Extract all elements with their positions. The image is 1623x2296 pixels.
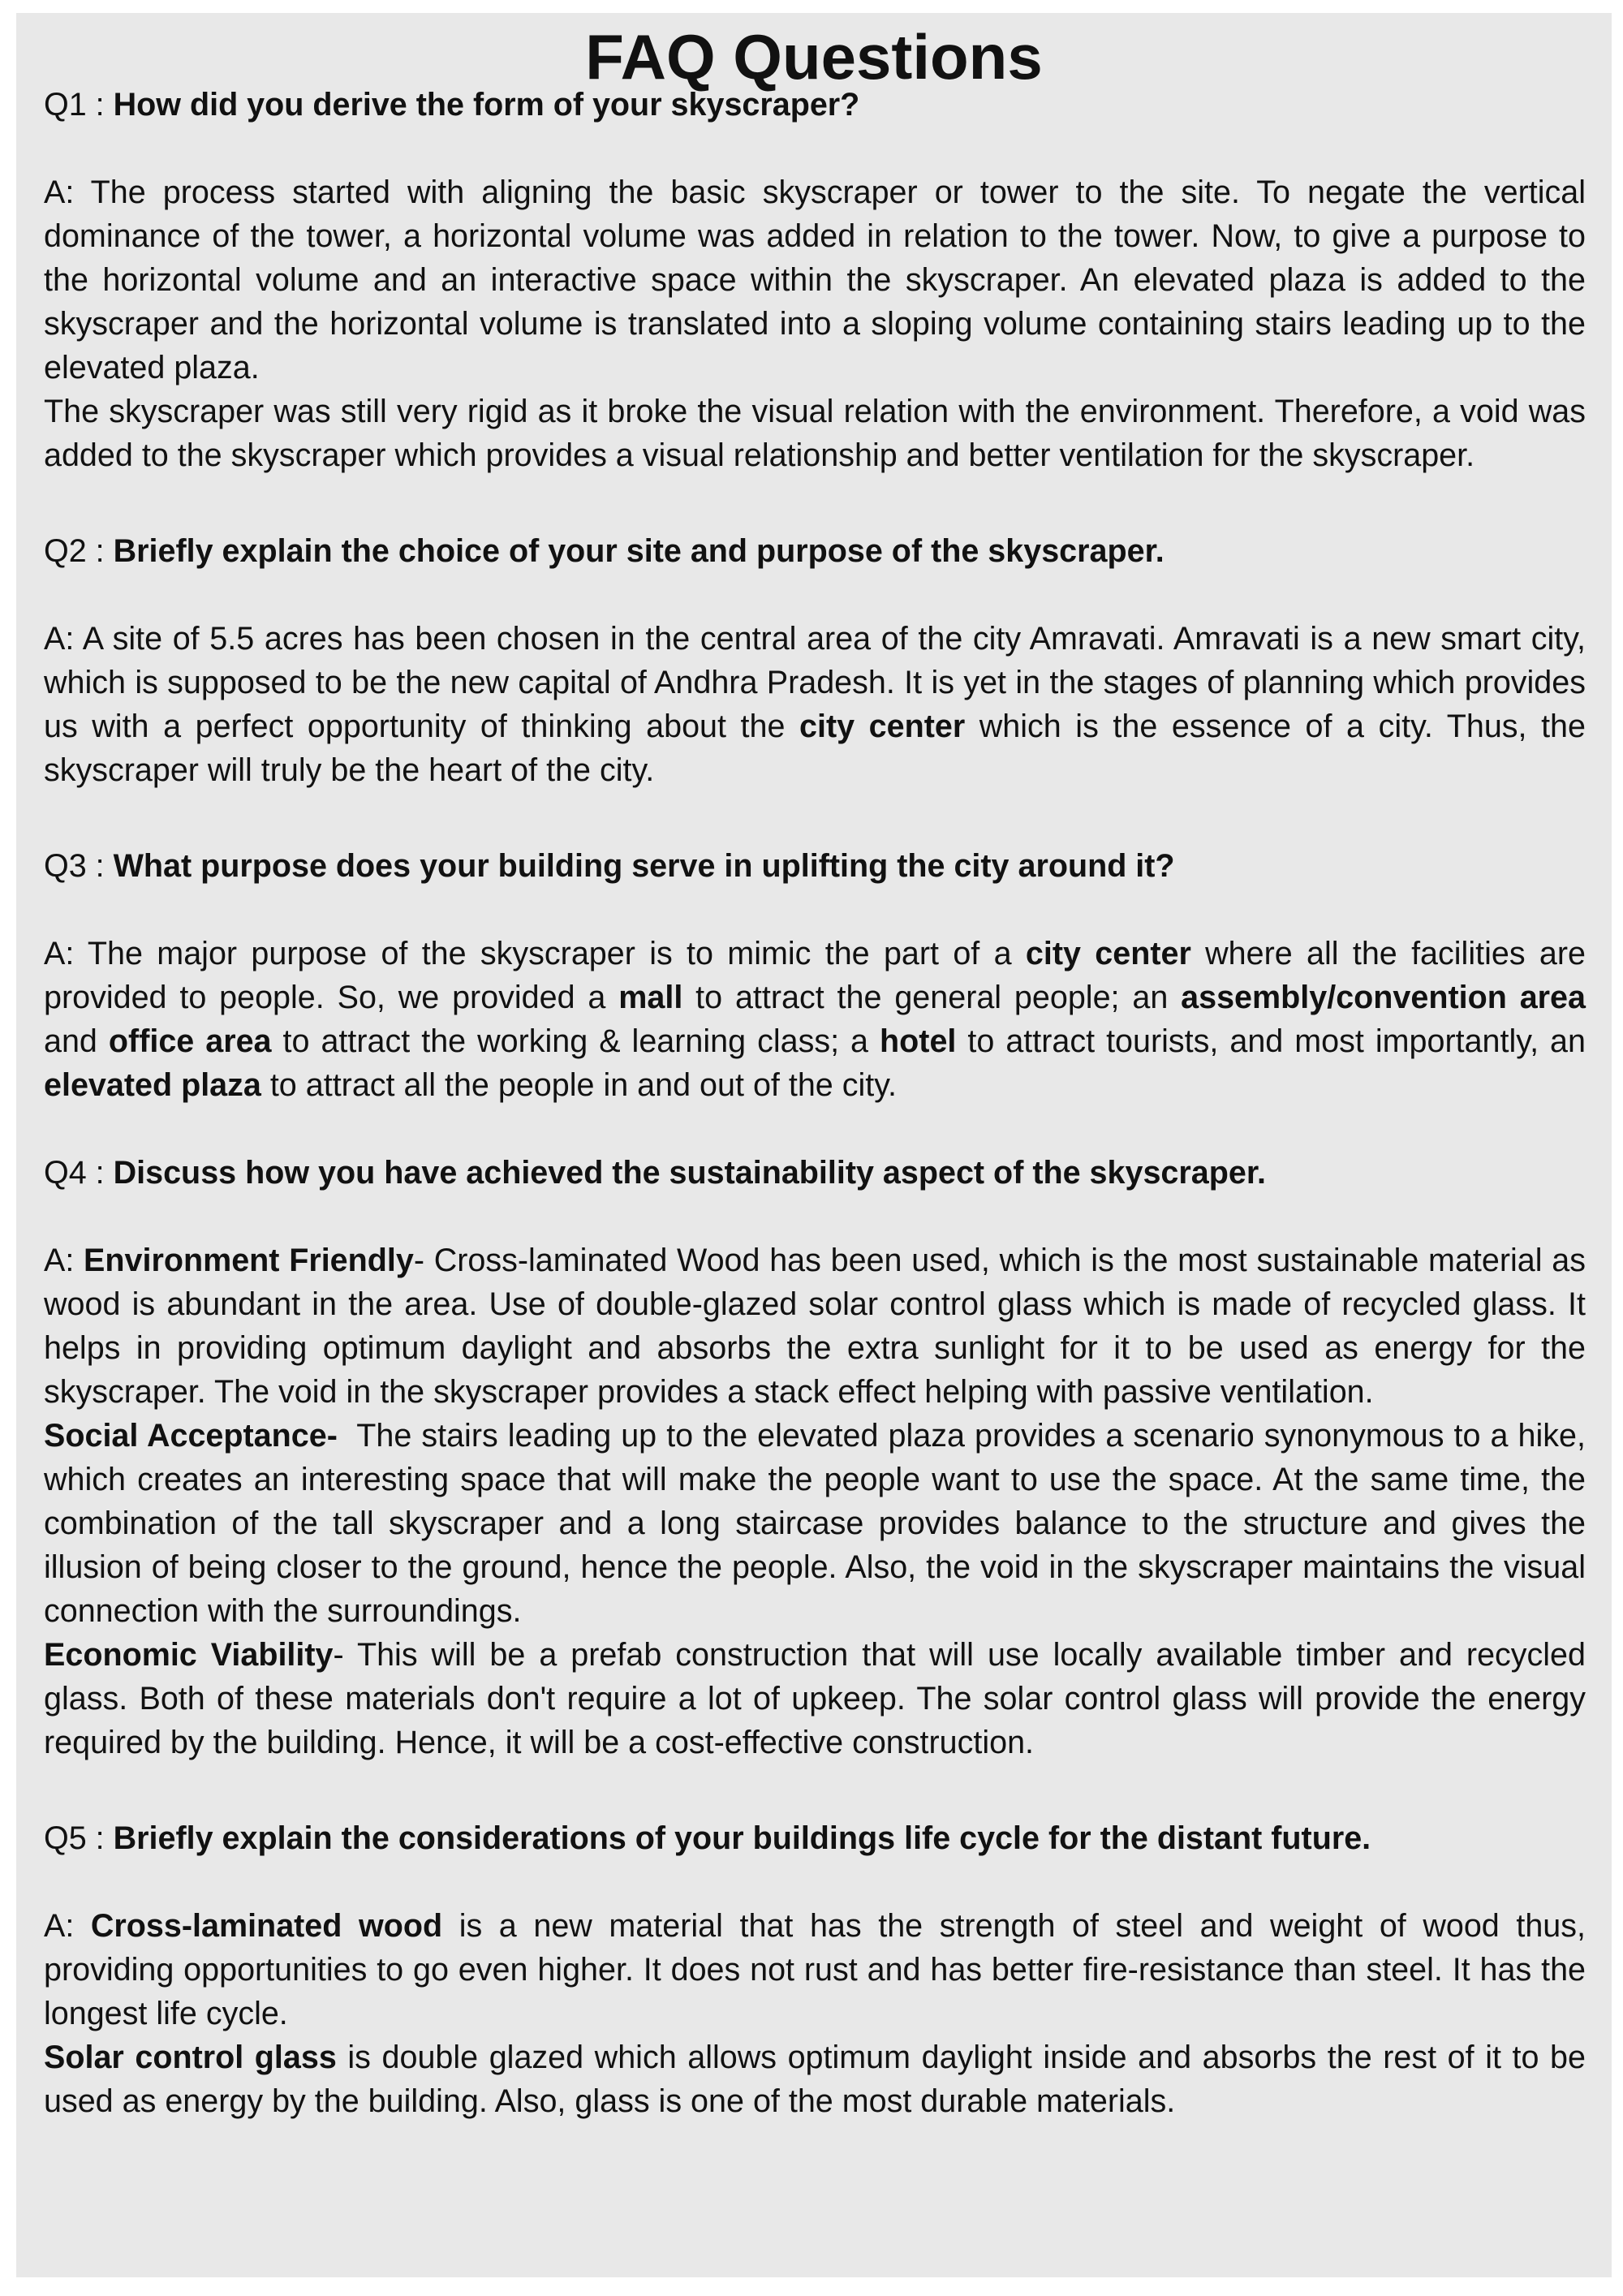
question-1-label: Q1 : (44, 87, 114, 123)
answer-3-text: and (44, 1023, 109, 1059)
question-5-text: Briefly explain the considerations of your buildings life cycle for the distant future. (113, 1820, 1371, 1856)
answer-4-social (44, 1414, 1595, 1633)
answer-3-bold: hotel (880, 1023, 957, 1059)
answer-4-prefix: A: (44, 1243, 84, 1278)
answer-5-glass-heading: Solar control glass (44, 2040, 337, 2075)
answer-4-social-heading: Social Acceptance- (44, 1418, 338, 1454)
answer-3-bold: office area (108, 1023, 272, 1059)
answer-4-economic (44, 1633, 1586, 1764)
question-2 (44, 529, 1586, 573)
question-4-text: Discuss how you have achieved the sustainability aspect of the skyscraper. (113, 1155, 1266, 1191)
answer-3-text: to attract the general people; an (682, 980, 1182, 1015)
question-3-label: Q3 : (44, 848, 114, 884)
question-4 (44, 1151, 1586, 1195)
answer-1-paragraph-1 (44, 170, 1586, 390)
answer-5-clt-text: is a new material that has the strength of steel and weight of wood thus, providing opportunities to go even higher. It does not rust and has better fire-resistance than steel. It has the longest life cycle. (44, 1908, 1586, 2031)
answer-2 (44, 617, 1586, 792)
answer-5-clt (44, 1904, 1586, 2035)
answer-3 (44, 932, 1586, 1107)
faq-content (44, 83, 1595, 2123)
question-4-label: Q4 : (44, 1155, 114, 1191)
page-title: FAQ Questions (585, 21, 1043, 93)
question-2-label: Q2 : (44, 533, 114, 569)
answer-3-bold: mall (618, 980, 683, 1015)
answer-5-clt-heading: Cross-laminated wood (90, 1908, 443, 1944)
answer-3-text: A: The major purpose of the skyscraper is to mimic the part of a (44, 936, 1026, 971)
question-2-text: Briefly explain the choice of your site and purpose of the skyscraper. (113, 533, 1165, 569)
answer-1-paragraph-2: The skyscraper was still very rigid as it broke the visual relation with the environment. Therefore, a void was added to the skyscraper which provides a visual relationship and better ventilation for the skyscraper. (44, 394, 1586, 473)
answer-5-prefix: A: (44, 1908, 91, 1944)
question-1 (44, 83, 1586, 127)
answer-3-text: where all the facilities are provided to people. So, we provided a (44, 936, 1586, 1015)
answer-4-social-text: The stairs leading up to the elevated plaza provides a scenario synonymous to a hike, which creates an interesting space that will make the people want to use the space. At the same time, the combination of the tall skyscraper and a long staircase provides balance to the structure and gives the illusion of being closer to the ground, hence the people. Also, the void in the skyscraper maintains the visual connection with the surroundings. (44, 1418, 1595, 1629)
answer-1-prefix: A: (44, 174, 91, 210)
faq-panel (16, 13, 1612, 2277)
answer-3-text: to attract all the people in and out of the city. (260, 1067, 898, 1103)
answer-2-bold: city center (799, 709, 966, 744)
answer-4-environment (44, 1238, 1586, 1414)
answer-4-environment-text: - Cross-laminated Wood has been used, which is the most sustainable material as wood is abundant in the area. Use of double-glazed solar control glass which is made of recycled glass. It helps in providing optimum daylight and absorbs the extra sunlight for it to be used as energy for the skyscraper. The void in the skyscraper provides a stack effect helping with passive ventilation. (44, 1243, 1586, 1410)
answer-3-bold: city center (1025, 936, 1191, 971)
question-3 (44, 844, 1586, 888)
answer-3-text: to attract the working & learning class; a (271, 1023, 880, 1059)
question-1-text: How did you derive the form of your skyscraper? (113, 87, 860, 123)
answer-3-text: to attract tourists, and most importantly, an (956, 1023, 1586, 1059)
answer-4-environment-heading: Environment Friendly (84, 1243, 414, 1278)
answer-2-text-2: which is the essence of a city. Thus, the skyscraper will truly be the heart of the city. (44, 709, 1586, 788)
answer-3-bold: elevated plaza (44, 1067, 261, 1103)
answer-2-text-1: A: A site of 5.5 acres has been chosen in the central area of the city Amravati. Amravati is a new smart city, which is supposed to be the new capital of Andhra Pradesh. It is yet in the stages of planning which provides us with a perfect opportunity of thinking about the (44, 621, 1586, 744)
question-5-label: Q5 : (44, 1820, 114, 1856)
answer-4-economic-heading: Economic Viability (44, 1637, 334, 1673)
answer-5-glass-text: is double glazed which allows optimum daylight inside and absorbs the rest of it to be used as energy by the building. Also, glass is one of the most durable materials. (44, 2040, 1586, 2119)
answer-1-text-1: The process started with aligning the basic skyscraper or tower to the site. To negate the vertical dominance of the tower, a horizontal volume was added in relation to the tower. Now, to give a purpose to the horizontal volume and an interactive space within the skyscraper. An elevated plaza is added to the skyscraper and the horizontal volume is translated into a sloping volume containing stairs leading up to the elevated plaza. (44, 174, 1586, 386)
answer-5-glass (44, 2035, 1586, 2123)
answer-3-bold: assembly/convention area (1181, 980, 1586, 1015)
answer-4-economic-text: - This will be a prefab construction that will use locally available timber and recycled glass. Both of these materials don't require a lot of upkeep. The solar control glass will provide the energy required by the building. Hence, it will be a cost-effective construction. (44, 1637, 1586, 1760)
question-5 (44, 1816, 1586, 1860)
question-3-text: What purpose does your building serve in uplifting the city around it? (113, 848, 1175, 884)
